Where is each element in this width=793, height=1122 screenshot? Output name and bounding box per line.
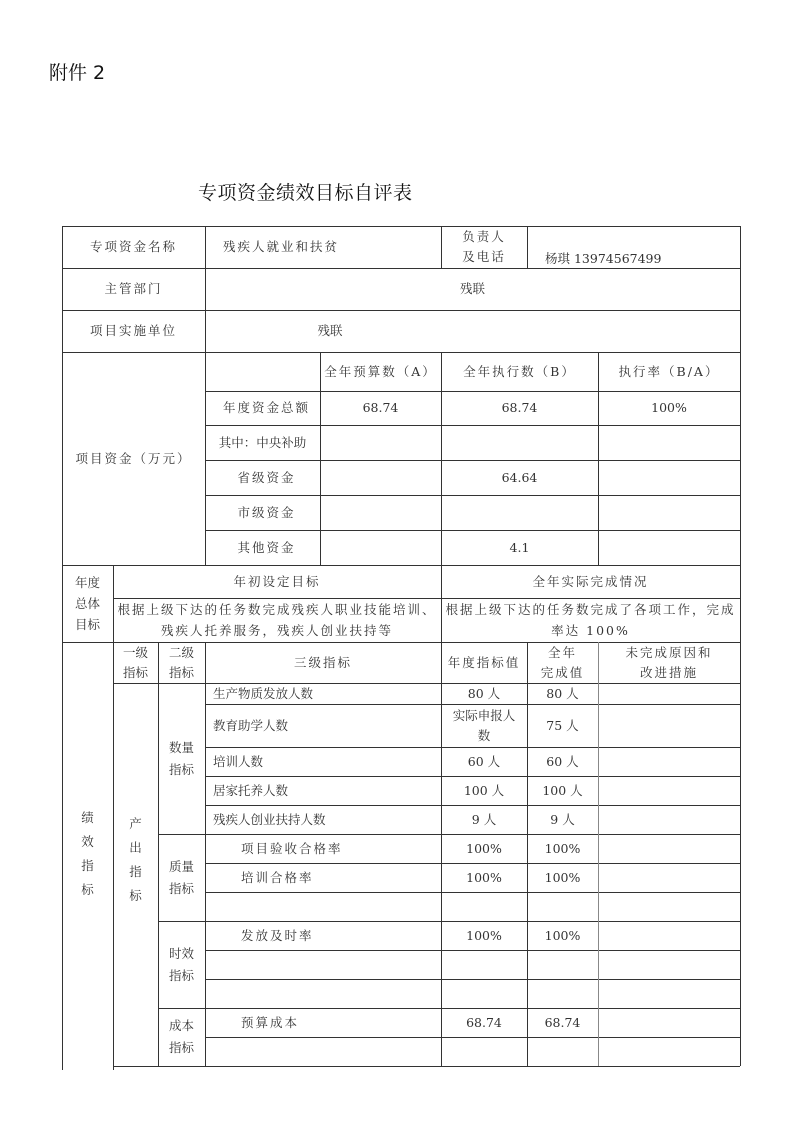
attachment-label: 附件 2 <box>49 62 106 84</box>
indicator-reason <box>598 950 740 979</box>
impl-unit-label: 项目实施单位 <box>89 323 177 338</box>
completed-header <box>527 642 598 683</box>
indicator-reason <box>598 704 740 747</box>
indicator-name: 居家托养人数 <box>213 782 289 798</box>
indicator-actual <box>527 892 598 921</box>
level1-label-char: 出 <box>129 840 142 855</box>
indicator-name <box>205 1037 441 1066</box>
level2-header-line: 指标 <box>168 664 194 680</box>
dept-value: 残联 <box>459 281 485 296</box>
level2-group-label <box>158 683 205 834</box>
indicators-label-char: 绩 <box>81 810 94 825</box>
level1-label-char: 产 <box>129 816 142 831</box>
indicator-actual: 100% <box>544 869 581 885</box>
indicator-target: 100% <box>466 869 502 885</box>
indicator-reason <box>598 683 740 704</box>
fund-row-executed <box>441 425 598 460</box>
level2-group-label-line: 成本 <box>168 1018 194 1033</box>
fund-row-rate <box>598 495 740 530</box>
actual-goal-text-line: 根据上级下达的任务数完成了各项工作，完成 <box>445 602 736 617</box>
indicator-reason <box>598 979 740 1008</box>
reason-header-line: 改进措施 <box>639 664 698 680</box>
fund-row-rate <box>598 460 740 495</box>
level2-group-label-line: 质量 <box>168 858 194 874</box>
indicator-target: 80 人 <box>467 685 501 701</box>
actual-goal-text-line: 率达 100% <box>551 623 630 638</box>
indicator-name <box>205 979 441 1008</box>
funds-col-executed: 全年执行数（B） <box>463 363 576 379</box>
fund-name-label: 专项资金名称 <box>89 239 177 254</box>
initial-goal-text-line: 残疾人托养服务，残疾人创业扶持等 <box>160 623 393 638</box>
indicator-target: 68.74 <box>466 1014 502 1030</box>
indicator-target: 100 人 <box>463 782 505 798</box>
indicator-actual: 9 人 <box>550 811 575 827</box>
impl-unit-value: 残联 <box>317 323 343 338</box>
indicator-target-line: 实际申报人 <box>452 707 516 723</box>
completed-header-line: 全年 <box>547 644 577 660</box>
fund-row-label: 年度资金总额 <box>222 400 310 415</box>
fund-row-rate: 100% <box>651 400 687 415</box>
overall-goal-label-line: 年度 <box>74 575 100 590</box>
indicator-name: 残疾人创业扶持人数 <box>213 811 326 827</box>
indicators-label-char: 标 <box>81 882 94 897</box>
fund-row-executed <box>441 495 598 530</box>
table-border-bottom <box>113 1066 740 1067</box>
indicator-target <box>441 704 527 747</box>
level2-group-label-line: 指标 <box>168 880 194 896</box>
indicator-actual <box>527 1037 598 1066</box>
completed-header-line: 完成值 <box>540 664 585 680</box>
overall-goal-label-line: 总体 <box>74 596 100 611</box>
fund-row-budget <box>320 460 441 495</box>
initial-goal-text-line: 根据上级下达的任务数完成残疾人职业技能培训、 <box>117 602 437 617</box>
fund-row-executed: 64.64 <box>501 469 538 485</box>
indicator-name: 培训合格率 <box>241 869 314 885</box>
overall-goal-label-line: 目标 <box>74 617 100 632</box>
indicator-name: 预算成本 <box>241 1014 300 1030</box>
indicator-name: 教育助学人数 <box>213 717 289 733</box>
actual-goal-text <box>441 598 740 642</box>
indicator-target-line: 数 <box>477 727 491 743</box>
indicator-target <box>441 950 527 979</box>
fund-row-label: 其中：中央补助 <box>218 434 307 450</box>
actual-goal-header: 全年实际完成情况 <box>532 573 649 589</box>
indicator-name: 生产物质发放人数 <box>213 685 314 701</box>
funds-col-budget: 全年预算数（A） <box>324 363 437 379</box>
level2-group-label-line: 指标 <box>168 761 194 777</box>
indicators-label-char: 指 <box>81 858 94 873</box>
level2-header <box>158 642 205 683</box>
reason-header <box>598 642 740 683</box>
indicator-reason <box>598 921 740 950</box>
indicator-actual: 75 人 <box>546 717 579 733</box>
level2-group-label-line: 指标 <box>168 967 194 983</box>
contact-label-line1: 负责人 <box>462 229 506 244</box>
contact-value: 杨琪 13974567499 <box>545 251 662 266</box>
annual-value-header: 年度指标值 <box>447 654 521 670</box>
indicator-target <box>441 892 527 921</box>
indicator-name: 项目验收合格率 <box>241 840 343 856</box>
fund-row-executed: 68.74 <box>501 400 538 415</box>
level2-group-label <box>158 834 205 921</box>
fund-row-rate <box>598 530 740 565</box>
indicator-actual: 60 人 <box>546 753 579 769</box>
fund-name-value: 残疾人就业和扶贫 <box>223 239 340 254</box>
fund-row-budget <box>320 425 441 460</box>
indicator-actual <box>527 979 598 1008</box>
indicator-target <box>441 979 527 1008</box>
overall-goal-label <box>62 565 113 642</box>
indicator-name <box>205 950 441 979</box>
level3-header: 三级指标 <box>293 654 352 670</box>
contact-label <box>441 226 527 268</box>
indicator-reason <box>598 805 740 834</box>
level1-header <box>113 642 158 683</box>
indicator-target: 60 人 <box>467 753 501 769</box>
indicator-name: 发放及时率 <box>241 927 314 943</box>
level1-label-char: 标 <box>129 888 142 903</box>
row-divider <box>113 683 158 684</box>
indicator-actual: 68.74 <box>544 1014 581 1030</box>
indicator-target: 9 人 <box>471 811 497 827</box>
indicator-target: 100% <box>466 840 502 856</box>
indicators-section-label <box>62 642 113 1066</box>
funds-col-rate: 执行率（B/A） <box>618 363 720 379</box>
level2-group-label <box>158 921 205 1008</box>
reason-header-line: 未完成原因和 <box>625 644 713 660</box>
indicator-actual: 100 人 <box>542 782 583 798</box>
indicator-actual: 100% <box>544 927 581 943</box>
fund-row-label: 省级资金 <box>237 469 296 485</box>
initial-goal-text <box>113 598 441 642</box>
indicator-reason <box>598 892 740 921</box>
fund-row-budget <box>320 495 441 530</box>
indicator-reason <box>598 776 740 805</box>
dept-label: 主管部门 <box>104 281 163 296</box>
level1-label-char: 指 <box>129 864 142 879</box>
level2-group-label-line: 指标 <box>168 1040 194 1055</box>
indicators-label-char: 效 <box>81 834 94 849</box>
level2-group-label <box>158 1008 205 1066</box>
col-divider <box>527 226 528 268</box>
indicator-name <box>205 892 441 921</box>
level1-header-line: 指标 <box>122 664 148 680</box>
indicator-reason <box>598 1008 740 1037</box>
indicator-target: 100% <box>466 927 502 943</box>
level1-output-label <box>113 760 158 960</box>
level1-header-line: 一级 <box>122 644 148 660</box>
level2-header-line: 二级 <box>168 644 194 660</box>
level2-group-label-line: 数量 <box>168 739 194 755</box>
page-title: 专项资金绩效目标自评表 <box>198 182 413 204</box>
funds-section-label: 项目资金（万元） <box>75 450 192 466</box>
indicator-target <box>441 1037 527 1066</box>
indicator-reason <box>598 863 740 892</box>
indicator-actual: 100% <box>544 840 581 856</box>
table-border-right <box>740 226 741 1066</box>
fund-row-executed: 4.1 <box>509 539 530 555</box>
fund-row-rate <box>598 425 740 460</box>
indicator-actual: 80 人 <box>546 685 579 701</box>
indicator-reason <box>598 1037 740 1066</box>
level2-group-label-line: 时效 <box>168 945 194 961</box>
indicator-name: 培训人数 <box>213 753 264 769</box>
initial-goal-header: 年初设定目标 <box>233 573 321 589</box>
indicator-reason <box>598 834 740 863</box>
indicator-reason <box>598 747 740 776</box>
fund-row-budget <box>320 530 441 565</box>
contact-label-line2: 及电话 <box>462 249 506 264</box>
fund-row-label: 其他资金 <box>237 539 296 555</box>
indicator-actual <box>527 950 598 979</box>
fund-row-budget: 68.74 <box>362 400 399 415</box>
fund-row-label: 市级资金 <box>237 504 296 520</box>
